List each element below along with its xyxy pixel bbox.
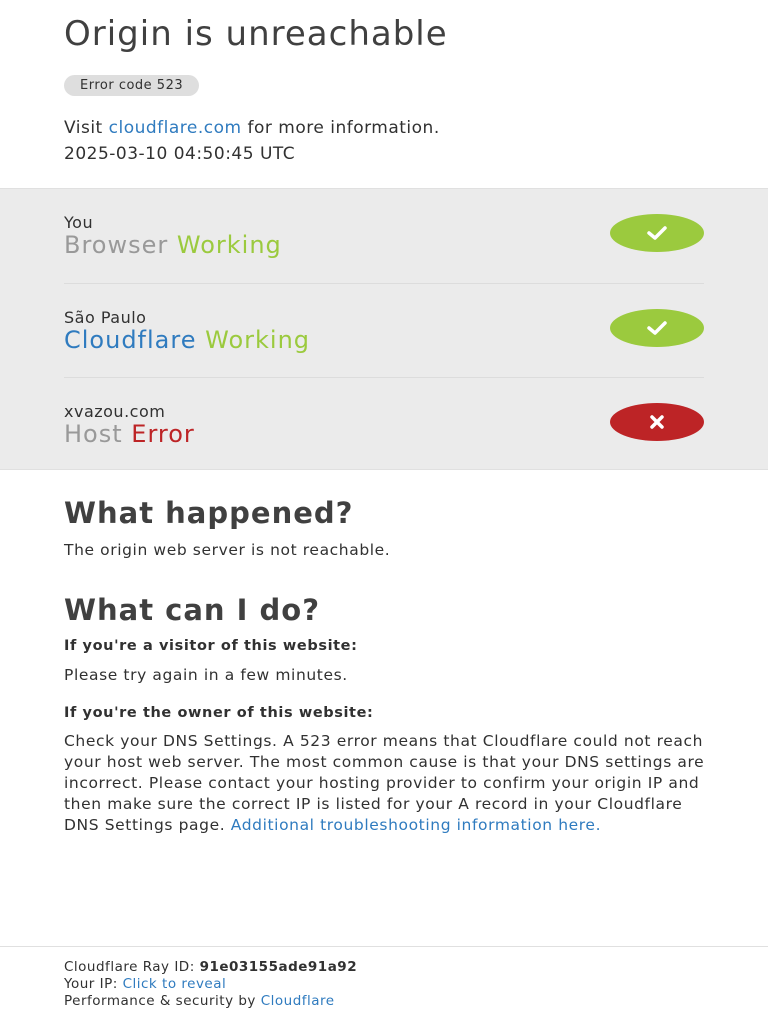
visitor-heading: If you're a visitor of this website: <box>64 638 358 654</box>
status-row-host <box>64 377 704 471</box>
status-service: Host <box>64 420 123 448</box>
what-happened-text: The origin web server is not reachable. <box>64 541 391 559</box>
performance-line <box>64 993 335 1009</box>
status-location: xvazou.com <box>64 402 166 421</box>
status-row-cloudflare <box>64 283 704 377</box>
owner-text-body: Check your DNS Settings. A 523 error means that Cloudflare could not reach your host web server. The most common cause is that your DNS settings are incorrect. Please contact your hosting provider to confirm your origin IP and then make sure the correct IP is listed for your A record in your Cloudflare DNS Settings page. <box>64 732 705 834</box>
owner-text <box>64 731 712 836</box>
error-code-badge: Error code 523 <box>64 75 199 96</box>
status-service: Cloudflare <box>64 326 197 354</box>
status-location: You <box>64 213 94 232</box>
status-state: Error <box>131 420 195 448</box>
cloudflare-footer-link[interactable]: Cloudflare <box>260 993 335 1009</box>
what-can-i-do-heading: What can I do? <box>64 593 321 627</box>
performance-label: Performance & security by <box>64 993 256 1009</box>
page-title: Origin is unreachable <box>64 14 448 54</box>
ray-id-value: 91e03155ade91a92 <box>199 959 358 975</box>
status-state: Working <box>205 326 311 354</box>
status-location: São Paulo <box>64 308 147 327</box>
status-panel <box>0 188 768 470</box>
reveal-ip-link[interactable]: Click to reveal <box>122 976 227 992</box>
what-happened-heading: What happened? <box>64 496 354 530</box>
visit-prefix: Visit <box>64 118 103 138</box>
visit-suffix: for more information. <box>247 118 440 138</box>
status-line <box>64 326 310 354</box>
ray-id-label: Cloudflare Ray ID: <box>64 959 195 975</box>
visitor-text: Please try again in a few minutes. <box>64 666 348 684</box>
status-line <box>64 420 195 448</box>
timestamp: 2025-03-10 04:50:45 UTC <box>64 144 296 164</box>
status-row-browser <box>64 189 704 283</box>
troubleshooting-link[interactable]: Additional troubleshooting information here. <box>230 816 602 834</box>
footer <box>0 946 768 1024</box>
checkmark-icon <box>640 317 674 339</box>
status-ok-pill <box>610 214 704 252</box>
ip-label: Your IP: <box>64 976 118 992</box>
ip-line <box>64 976 226 992</box>
x-icon <box>640 411 674 433</box>
status-line <box>64 231 282 259</box>
status-ok-pill <box>610 309 704 347</box>
visit-info <box>64 118 440 138</box>
checkmark-icon <box>640 222 674 244</box>
cloudflare-link[interactable]: cloudflare.com <box>108 118 242 138</box>
ray-id-line <box>64 959 357 975</box>
status-state: Working <box>176 231 282 259</box>
status-service: Browser <box>64 231 169 259</box>
owner-heading: If you're the owner of this website: <box>64 705 374 721</box>
status-error-pill <box>610 403 704 441</box>
